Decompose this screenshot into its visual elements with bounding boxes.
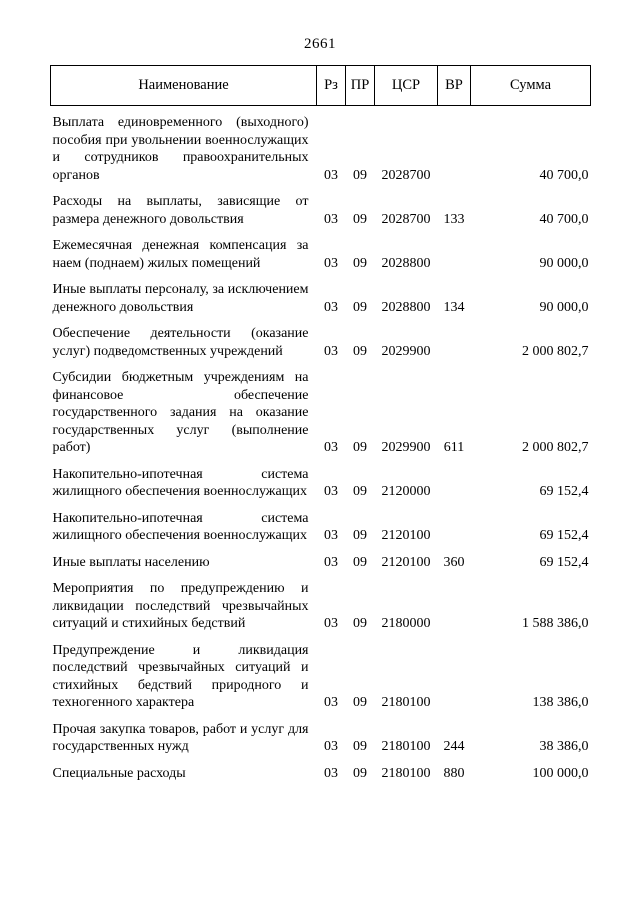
vr-cell: 134 <box>443 299 465 315</box>
table-row <box>51 189 591 233</box>
name-cell: Предупреждение и ликвидация последствий чрезвычайных ситуаций и стихийных бедствий природного и техногенного характера <box>52 642 309 710</box>
rz-cell: 03 <box>324 739 338 754</box>
sum-cell: 69 152,4 <box>539 554 589 570</box>
csr-cell: 2120000 <box>381 484 431 499</box>
vr-cell <box>438 106 471 190</box>
budget-table <box>50 65 591 787</box>
vr-cell: 360 <box>443 554 465 570</box>
sum-cell: 138 386,0 <box>532 695 589 710</box>
rz-cell: 03 <box>324 343 338 359</box>
table-row <box>51 506 591 550</box>
vr-cell: 611 <box>443 440 465 455</box>
table-row <box>51 576 591 638</box>
rz-cell: 03 <box>324 616 338 631</box>
vr-cell: 133 <box>443 211 465 227</box>
table-row <box>51 106 591 190</box>
rz-cell: 03 <box>324 554 338 570</box>
pr-cell: 09 <box>353 255 367 271</box>
table-body <box>51 106 591 788</box>
sum-cell: 1 588 386,0 <box>522 616 589 631</box>
name-cell: Субсидии бюджетным учреждениям на финансовое обеспечение государственного задания на оказание государственных услуг (выполнение работ) <box>52 370 309 455</box>
column-header-sum: Сумма <box>471 66 591 106</box>
csr-cell: 2028800 <box>381 255 431 271</box>
name-cell: Специальные расходы <box>52 765 186 781</box>
rz-cell: 03 <box>324 440 338 455</box>
sum-cell: 38 386,0 <box>539 739 589 754</box>
sum-cell: 2 000 802,7 <box>522 343 589 359</box>
column-header-csr: ЦСР <box>375 66 438 106</box>
name-cell: Накопительно-ипотечная система жилищного обеспечения военнослужащих <box>52 510 309 543</box>
pr-cell: 09 <box>353 440 367 455</box>
name-cell: Иные выплаты персоналу, за исключением денежного довольствия <box>52 282 309 315</box>
column-header-pr: ПР <box>346 66 375 106</box>
sum-cell: 90 000,0 <box>539 299 589 315</box>
pr-cell: 09 <box>353 765 367 781</box>
pr-cell: 09 <box>353 739 367 754</box>
rz-cell: 03 <box>324 765 338 781</box>
csr-cell: 2180100 <box>381 695 431 710</box>
csr-cell: 2028700 <box>381 211 431 227</box>
name-cell: Выплата единовременного (выходного) пособия при увольнении военнослужащих и сотрудников правоохранительных органов <box>52 115 309 183</box>
table-header <box>51 66 591 106</box>
name-cell: Накопительно-ипотечная система жилищного обеспечения военнослужащих <box>52 466 309 499</box>
csr-cell: 2029900 <box>381 343 431 359</box>
rz-cell: 03 <box>324 528 338 543</box>
csr-cell: 2120100 <box>381 554 431 570</box>
table-row <box>51 233 591 277</box>
sum-cell: 2 000 802,7 <box>522 440 589 455</box>
sum-cell: 40 700,0 <box>539 167 589 183</box>
rz-cell: 03 <box>324 484 338 499</box>
name-cell: Обеспечение деятельности (оказание услуг) подведомственных учреждений <box>52 326 309 359</box>
sum-cell: 69 152,4 <box>539 484 589 499</box>
pr-cell: 09 <box>353 167 367 183</box>
rz-cell: 03 <box>324 695 338 710</box>
rz-cell: 03 <box>324 211 338 227</box>
vr-cell: 880 <box>443 765 465 781</box>
pr-cell: 09 <box>353 343 367 359</box>
pr-cell: 09 <box>353 554 367 570</box>
name-cell: Прочая закупка товаров, работ и услуг для государственных нужд <box>52 721 309 754</box>
page-number: 2661 <box>304 36 336 52</box>
rz-cell: 03 <box>324 299 338 315</box>
rz-cell: 03 <box>324 167 338 183</box>
table-row <box>51 365 591 462</box>
vr-cell <box>438 576 471 638</box>
csr-cell: 2029900 <box>381 440 431 455</box>
sum-cell: 40 700,0 <box>539 211 589 227</box>
name-cell: Иные выплаты населению <box>52 554 210 570</box>
column-header-vr: ВР <box>438 66 471 106</box>
csr-cell: 2120100 <box>381 528 431 543</box>
vr-cell <box>438 638 471 717</box>
name-cell: Расходы на выплаты, зависящие от размера денежного довольствия <box>52 194 309 227</box>
vr-cell <box>438 233 471 277</box>
name-cell: Мероприятия по предупреждению и ликвидации последствий чрезвычайных ситуаций и стихийных бедствий <box>52 581 309 631</box>
pr-cell: 09 <box>353 616 367 631</box>
pr-cell: 09 <box>353 528 367 543</box>
table-row <box>51 550 591 577</box>
vr-cell: 244 <box>443 739 465 754</box>
column-header-name: Наименование <box>51 66 317 106</box>
sum-cell: 100 000,0 <box>532 765 589 781</box>
csr-cell: 2028800 <box>381 299 431 315</box>
table-row <box>51 638 591 717</box>
csr-cell: 2180100 <box>381 765 431 781</box>
csr-cell: 2028700 <box>381 167 431 183</box>
vr-cell <box>438 462 471 506</box>
table-row <box>51 761 591 788</box>
pr-cell: 09 <box>353 484 367 499</box>
csr-cell: 2180100 <box>381 739 431 754</box>
pr-cell: 09 <box>353 695 367 710</box>
column-header-rz: Рз <box>317 66 346 106</box>
sum-cell: 69 152,4 <box>539 528 589 543</box>
vr-cell <box>438 506 471 550</box>
table-row <box>51 277 591 321</box>
name-cell: Ежемесячная денежная компенсация за наем (поднаем) жилых помещений <box>52 238 309 271</box>
table-row <box>51 321 591 365</box>
table-row <box>51 462 591 506</box>
sum-cell: 90 000,0 <box>539 255 589 271</box>
vr-cell <box>438 321 471 365</box>
pr-cell: 09 <box>353 211 367 227</box>
csr-cell: 2180000 <box>381 616 431 631</box>
rz-cell: 03 <box>324 255 338 271</box>
table-row <box>51 717 591 761</box>
header-row <box>51 66 591 106</box>
pr-cell: 09 <box>353 299 367 315</box>
